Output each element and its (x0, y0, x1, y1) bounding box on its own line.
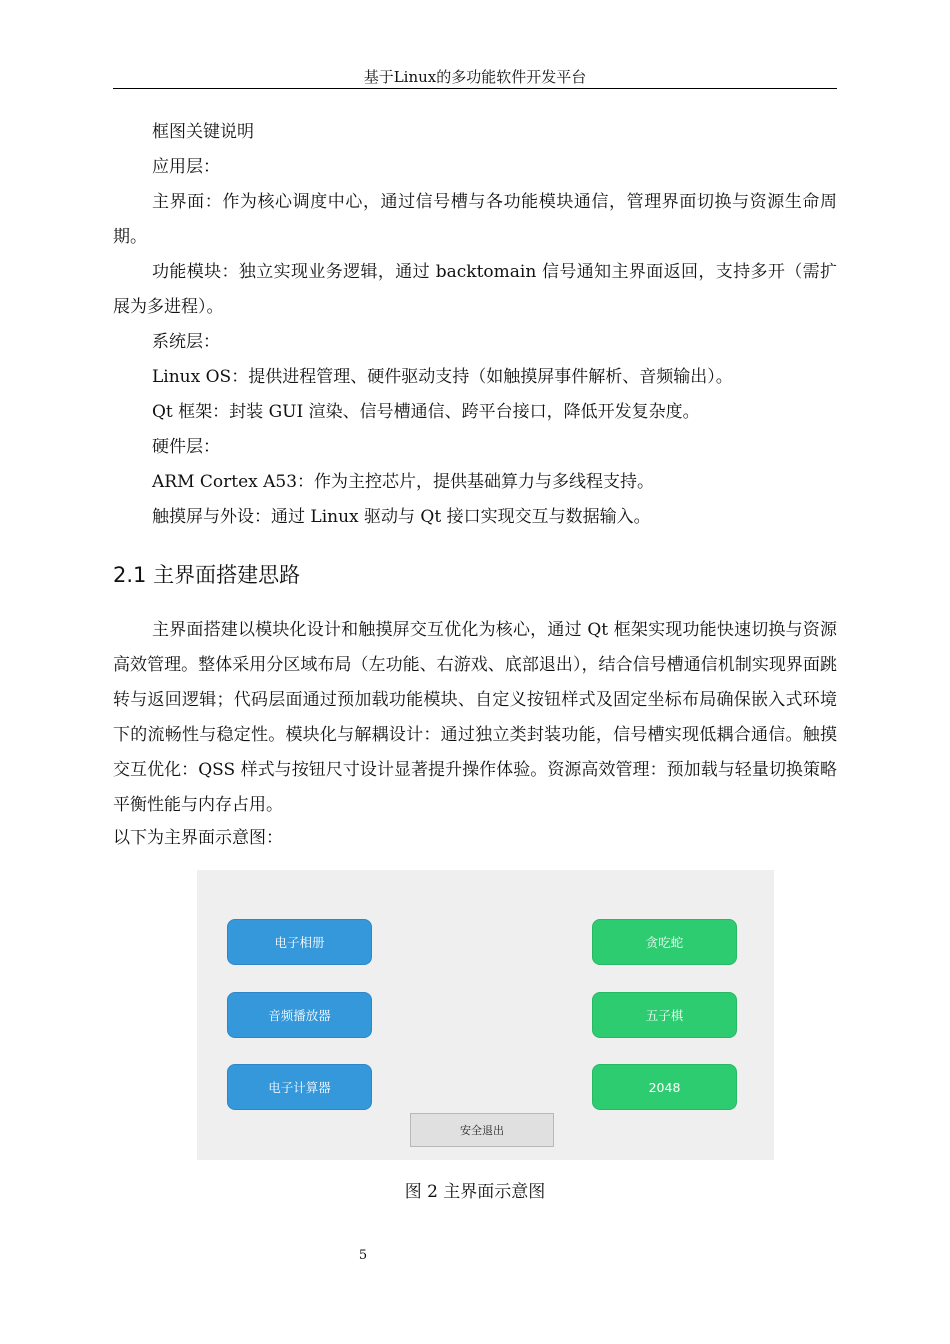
snake-game-button[interactable]: 贪吃蛇 (592, 919, 737, 965)
figure-caption: 图 2 主界面示意图 (404, 1182, 546, 1202)
calculator-button[interactable]: 电子计算器 (227, 1064, 372, 1110)
paragraph: 功能模块：独立实现业务逻辑，通过 backtomain 信号通知主界面返回，支持多开（需扩展为多进程）。 (113, 262, 837, 317)
paragraph: 系统层： (152, 332, 220, 352)
safe-exit-button[interactable]: 安全退出 (410, 1113, 554, 1147)
paragraph: 触摸屏与外设：通过 Linux 驱动与 Qt 接口实现交互与数据输入。 (152, 507, 651, 527)
paragraph: 硬件层： (152, 437, 220, 457)
audio-player-button[interactable]: 音频播放器 (227, 992, 372, 1038)
page-number: 5 (358, 1248, 368, 1263)
page-header: 基于Linux的多功能软件开发平台 (113, 66, 837, 89)
paragraph: Qt 框架：封装 GUI 渲染、信号槽通信、跨平台接口，降低开发复杂度。 (152, 402, 700, 422)
paragraph: Linux OS：提供进程管理、硬件驱动支持（如触摸屏事件解析、音频输出）。 (152, 367, 733, 387)
game-2048-button[interactable]: 2048 (592, 1064, 737, 1110)
section-body (113, 613, 837, 853)
paragraph: 应用层： (152, 157, 220, 177)
photo-album-button[interactable]: 电子相册 (227, 919, 372, 965)
paragraph: 主界面：作为核心调度中心，通过信号槽与各功能模块通信，管理界面切换与资源生命周期。 (113, 192, 837, 247)
key-notes-block (113, 115, 837, 535)
section-heading: 2.1 主界面搭建思路 (113, 563, 301, 587)
paragraph: 主界面搭建以模块化设计和触摸屏交互优化为核心，通过 Qt 框架实现功能快速切换与资源高效管理。整体采用分区域布局（左功能、右游戏、底部退出），结合信号槽通信机制实现界面跳转与返回逻辑；代码层面通过预加载功能模块、自定义按钮样式及固定坐标布局确保嵌入式环境下的流畅性与稳定性。模块化与解耦设计：通过独立类封装功能，信号槽实现低耦合通信。触摸交互优化：QSS 样式与按钮尺寸设计显著提升操作体验。资源高效管理：预加载与轻量切换策略平衡性能与内存占用。 (113, 620, 837, 815)
gomoku-game-button[interactable]: 五子棋 (592, 992, 737, 1038)
paragraph: 框图关键说明 (152, 122, 254, 142)
main-ui-figure (197, 870, 774, 1160)
paragraph: 以下为主界面示意图： (113, 828, 283, 848)
paragraph: ARM Cortex A53：作为主控芯片，提供基础算力与多线程支持。 (152, 472, 655, 492)
